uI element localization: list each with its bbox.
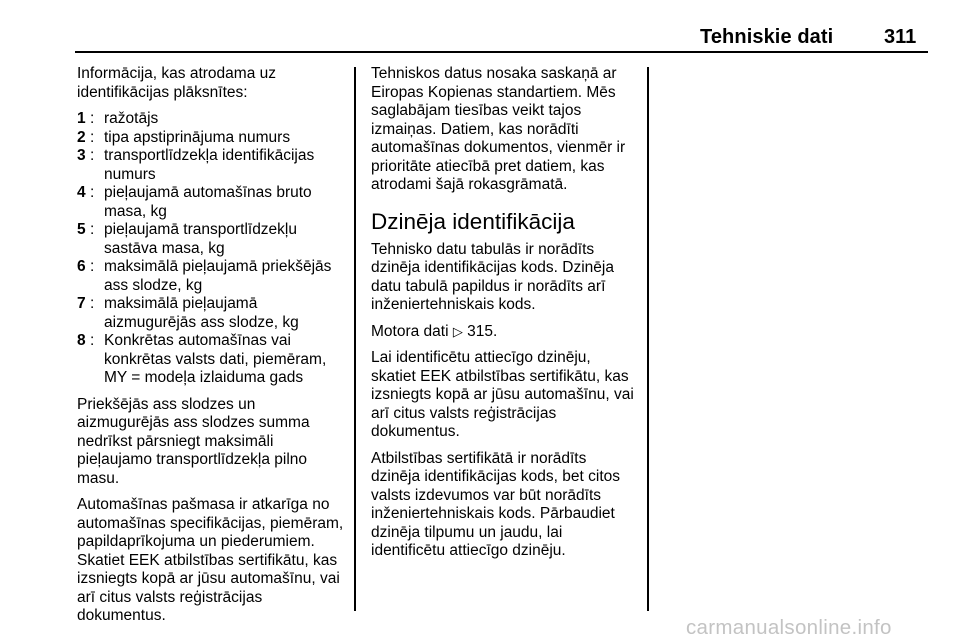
legend-separator: : [90,184,95,201]
legend-item [77,332,345,388]
engine-code-paragraph: Tehnisko datu tabulās ir norādīts dzinēja identifikācijas kods. Dzinēja datu tabulā papildus ir norādīts arī inženiertehniskais kods. [371,240,614,313]
engine-data-label: Motora dati [371,322,449,340]
legend-list [77,110,345,388]
column-left [77,65,345,634]
legend-item [77,147,345,184]
page-reference-arrow-icon: ▷ [452,323,463,339]
column-middle [371,65,639,569]
legend-item [77,258,345,295]
legend-item [77,295,345,332]
legend-text: maksimālā pieļaujamā aizmugurējās ass slodze, kg [104,295,299,331]
engine-data-reference [371,323,639,342]
legend-text: tipa apstiprinājuma numurs [104,128,291,146]
header-rule [75,51,928,53]
legend-item [77,221,345,258]
column-divider-2 [647,67,649,611]
certificate-paragraph: Lai identificētu attiecīgo dzinēju, skatiet EEK atbilstības sertifikātu, kas izsniegts kopā ar jūsu automašīnu, vai arī citus valsts reģistrācijas dokumentus. [371,349,634,440]
legend-separator: : [90,258,95,275]
legend-separator: : [90,128,95,146]
legend-text: Konkrētas automašīnas vai konkrētas valsts dati, piemēram, MY = modeļa izlaiduma gads [104,332,327,386]
column-divider-1 [354,67,356,611]
legend-number: 4 [77,184,86,201]
legend-number: 2 [77,128,86,146]
legend-number: 6 [77,258,86,275]
legend-text: maksimālā pieļaujamā priekšējās ass slodze, kg [104,258,332,294]
legend-separator: : [90,221,95,238]
standards-paragraph: Tehniskos datus nosaka saskaņā ar Eiropas Kopienas standartiem. Mēs saglabājam tiesības veikt tajos izmaiņas. Datiem, kas norādīti automašīnas dokumentos, vienmēr ir prioritāte atiecībā pret datiem, kas atrodami šajā rokasgrāmatā. [371,65,626,193]
legend-number: 7 [77,295,86,312]
curb-weight-paragraph: Automašīnas pašmasa ir atkarīga no automašīnas specifikācijas, piemēram, papildaprīkojuma un piederumiem. Skatiet EEK atbilstības sertifikātu, kas izsniegts kopā ar jūsu automašīnu, vai arī citus valsts reģistrācijas dokumentus. [77,496,344,624]
watermark-text: carmanualsonline.info [686,616,892,639]
legend-number: 8 [77,332,86,349]
legend-item [77,184,345,221]
legend-number: 1 [77,110,86,127]
axle-load-paragraph: Priekšējās ass slodzes un aizmugurējās ass slodzes summa nedrīkst pārsniegt maksimāli pieļaujamo transportlīdzekļa pilno masu. [77,395,310,487]
conformity-paragraph: Atbilstības sertifikātā ir norādīts dzinēja identifikācijas kods, bet citos valsts izdevumos var būt norādīts inženiertehniskais kods. Pārbaudiet dzinēja tilpumu un jaudu, lai identificētu attiecīgo dzinēju. [371,449,620,559]
page-number: 311 [884,26,917,48]
legend-item [77,110,345,129]
legend-number: 5 [77,221,86,238]
section-heading-engine-id: Dzinēja identifikācija [371,208,575,234]
intro-paragraph: Informācija, kas atrodama uz identifikācijas plāksnītes: [77,65,277,101]
legend-separator: : [90,295,95,312]
legend-separator: : [90,332,95,349]
legend-separator: : [90,110,95,127]
legend-number: 3 [77,147,86,164]
engine-data-page-link[interactable]: 315. [467,322,498,340]
legend-text: transportlīdzekļa identifikācijas numurs [104,147,315,183]
legend-item [77,129,345,148]
legend-text: pieļaujamā automašīnas bruto masa, kg [104,184,312,220]
legend-text: pieļaujamā transportlīdzekļu sastāva masa, kg [104,221,297,257]
page-header-title: Tehniskie dati [700,26,834,48]
legend-text: ražotājs [104,110,159,127]
legend-separator: : [90,147,95,164]
